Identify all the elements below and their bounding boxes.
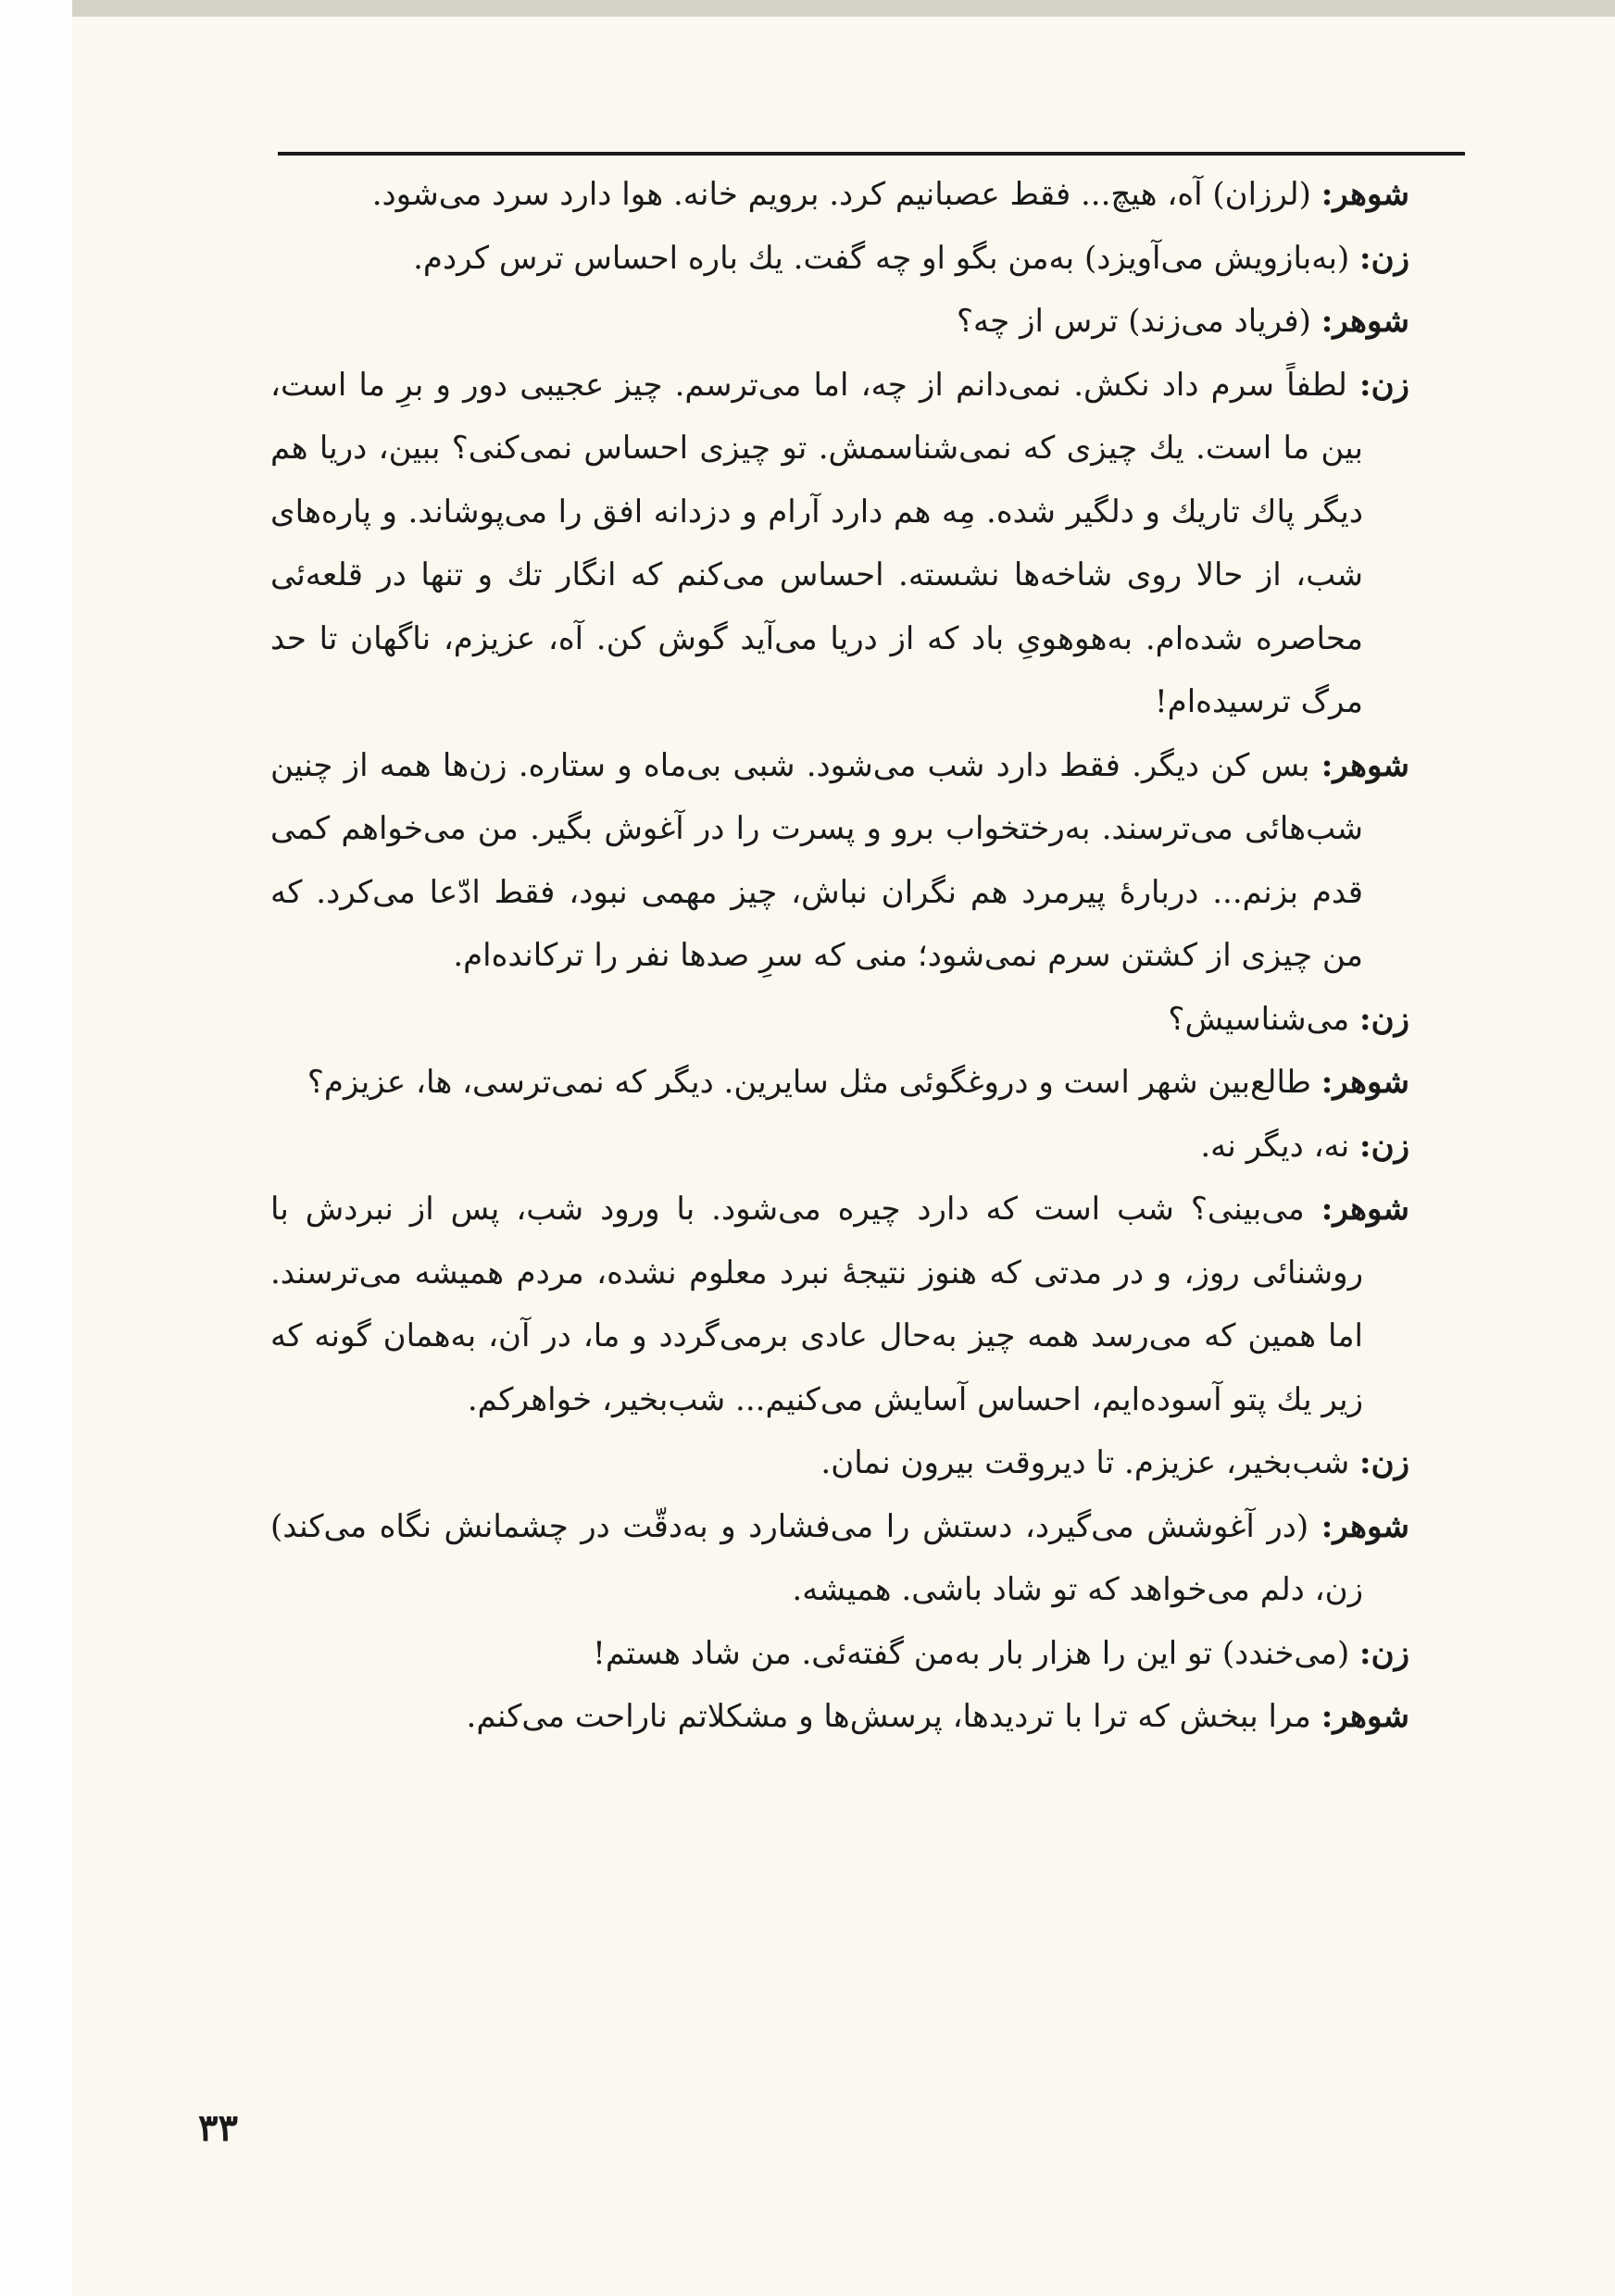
dialogue-entry: [270, 1178, 1409, 1431]
dialogue-line: (به‌بازویش می‌آویزد) به‌من بگو او چه گفت. یك باره احساس ترس کردم.: [413, 239, 1350, 277]
page-number: ۳۳: [198, 2106, 238, 2150]
dialogue-entry: [270, 1622, 1409, 1686]
dialogue-entry: [270, 290, 1409, 354]
dialogue-line: شب‌بخیر، عزیزم. تا دیروقت بیرون نمان.: [820, 1444, 1350, 1481]
speaker-label: شوهر:: [1321, 303, 1409, 340]
dialogue-line: طالع‌بین شهر است و دروغگوئی مثل سایرین. دیگر که نمی‌ترسی، ها، عزیزم؟: [307, 1064, 1311, 1101]
header-rule: [278, 152, 1465, 156]
dialogue-line: می‌شناسیش؟: [1168, 1000, 1350, 1038]
speaker-label: زن:: [1359, 239, 1409, 277]
speaker-label: زن:: [1359, 1444, 1409, 1481]
dialogue-entry: [270, 1051, 1409, 1115]
dialogue-line: می‌بینی؟ شب است که دارد چیره می‌شود. با ورود شب، پس از نبردش با روشنائی روز، و در مدتی که هنوز نتیجهٔ نبرد معلوم نشده، مردم همیشه می‌ترسند. اما همین که می‌رسد همه چیز به‌حال عادی برمی‌گردد و ما، در آن، به‌همان گونه که زیر یك پتو آسوده‌ایم، احساس آسایش می‌کنیم... شب‌بخیر، خواهرکم.: [270, 1191, 1363, 1418]
speaker-label: شوهر:: [1321, 1698, 1409, 1735]
dialogue-entry: [270, 1431, 1409, 1495]
dialogue-entry: [270, 1685, 1409, 1749]
dialogue-entry: [270, 988, 1409, 1052]
dialogue-entry: [270, 163, 1409, 227]
dialogue-line: (در آغوشش می‌گیرد، دستش را می‌فشارد و به‌دقّت در چشمانش نگاه می‌کند) زن، دلم می‌خواهد که تو شاد باشی. همیشه.: [270, 1507, 1363, 1608]
speaker-label: زن:: [1359, 1634, 1409, 1672]
speaker-label: شوهر:: [1321, 1064, 1409, 1101]
speaker-label: زن:: [1359, 1000, 1409, 1038]
dialogue-line: مرا ببخش که ترا با تردیدها، پرسش‌ها و مشکلاتم ناراحت می‌کنم.: [466, 1698, 1311, 1735]
scan-margin: [0, 0, 73, 2296]
speaker-label: شوهر:: [1321, 746, 1409, 784]
speaker-label: زن:: [1359, 1127, 1409, 1165]
speaker-label: زن:: [1359, 366, 1409, 404]
page-top-edge: [72, 0, 1615, 17]
dialogue-line: نه، دیگر نه.: [1200, 1127, 1350, 1165]
dialogue-line: بس کن دیگر. فقط دارد شب می‌شود. شبی بی‌ماه و ستاره. زن‌ها همه از چنین شب‌هائی می‌ترسند. به‌رختخواب برو و پسرت را در آغوش بگیر. من می‌خواهم کمی قدم بزنم... دربارهٔ پیرمرد هم نگران نباش، چیز مهمی نبود، فقط ادّعا می‌کرد. که من چیزی از کشتن سرم نمی‌شود؛ منی که سرِ صدها نفر را ترکانده‌ام.: [270, 746, 1363, 974]
speaker-label: شوهر:: [1321, 1191, 1409, 1228]
dialogue-line: (می‌خندد) تو این را هزار بار به‌من گفته‌ئی. من شاد هستم!: [593, 1634, 1350, 1672]
speaker-label: شوهر:: [1321, 1507, 1409, 1545]
dialogue-line: (فریاد می‌زند) ترس از چه؟: [956, 303, 1311, 340]
dialogue-line: لطفاً سرم داد نکش. نمی‌دانم از چه، اما می‌ترسم. چیز عجیبی دور و برِ ما است، بین ما است. یك چیزی که نمی‌شناسمش. تو چیزی احساس نمی‌کنی؟ ببین، دریا هم دیگر پاك تاریك و دلگیر شده. مِه هم دارد آرام و دزدانه افق را می‌پوشاند. و پاره‌های شب، از حالا روی شاخه‌ها نشسته. احساس می‌کنم که انگار تك و تنها در قلعه‌ئی محاصره شده‌ام. به‌هوهویِ باد که از دریا می‌آید گوش کن. آه، عزیزم، ناگهان تا حد مرگ ترسیده‌ام!: [270, 366, 1363, 720]
dialogue-text: [270, 163, 1409, 1749]
dialogue-entry: [270, 1115, 1409, 1179]
dialogue-entry: [270, 354, 1409, 734]
speaker-label: شوهر:: [1321, 176, 1409, 213]
dialogue-line: (لرزان) آه، هیچ... فقط عصبانیم کرد. برویم خانه. هوا دارد سرد می‌شود.: [371, 176, 1311, 213]
dialogue-entry: [270, 1495, 1409, 1622]
dialogue-entry: [270, 734, 1409, 988]
dialogue-entry: [270, 227, 1409, 291]
